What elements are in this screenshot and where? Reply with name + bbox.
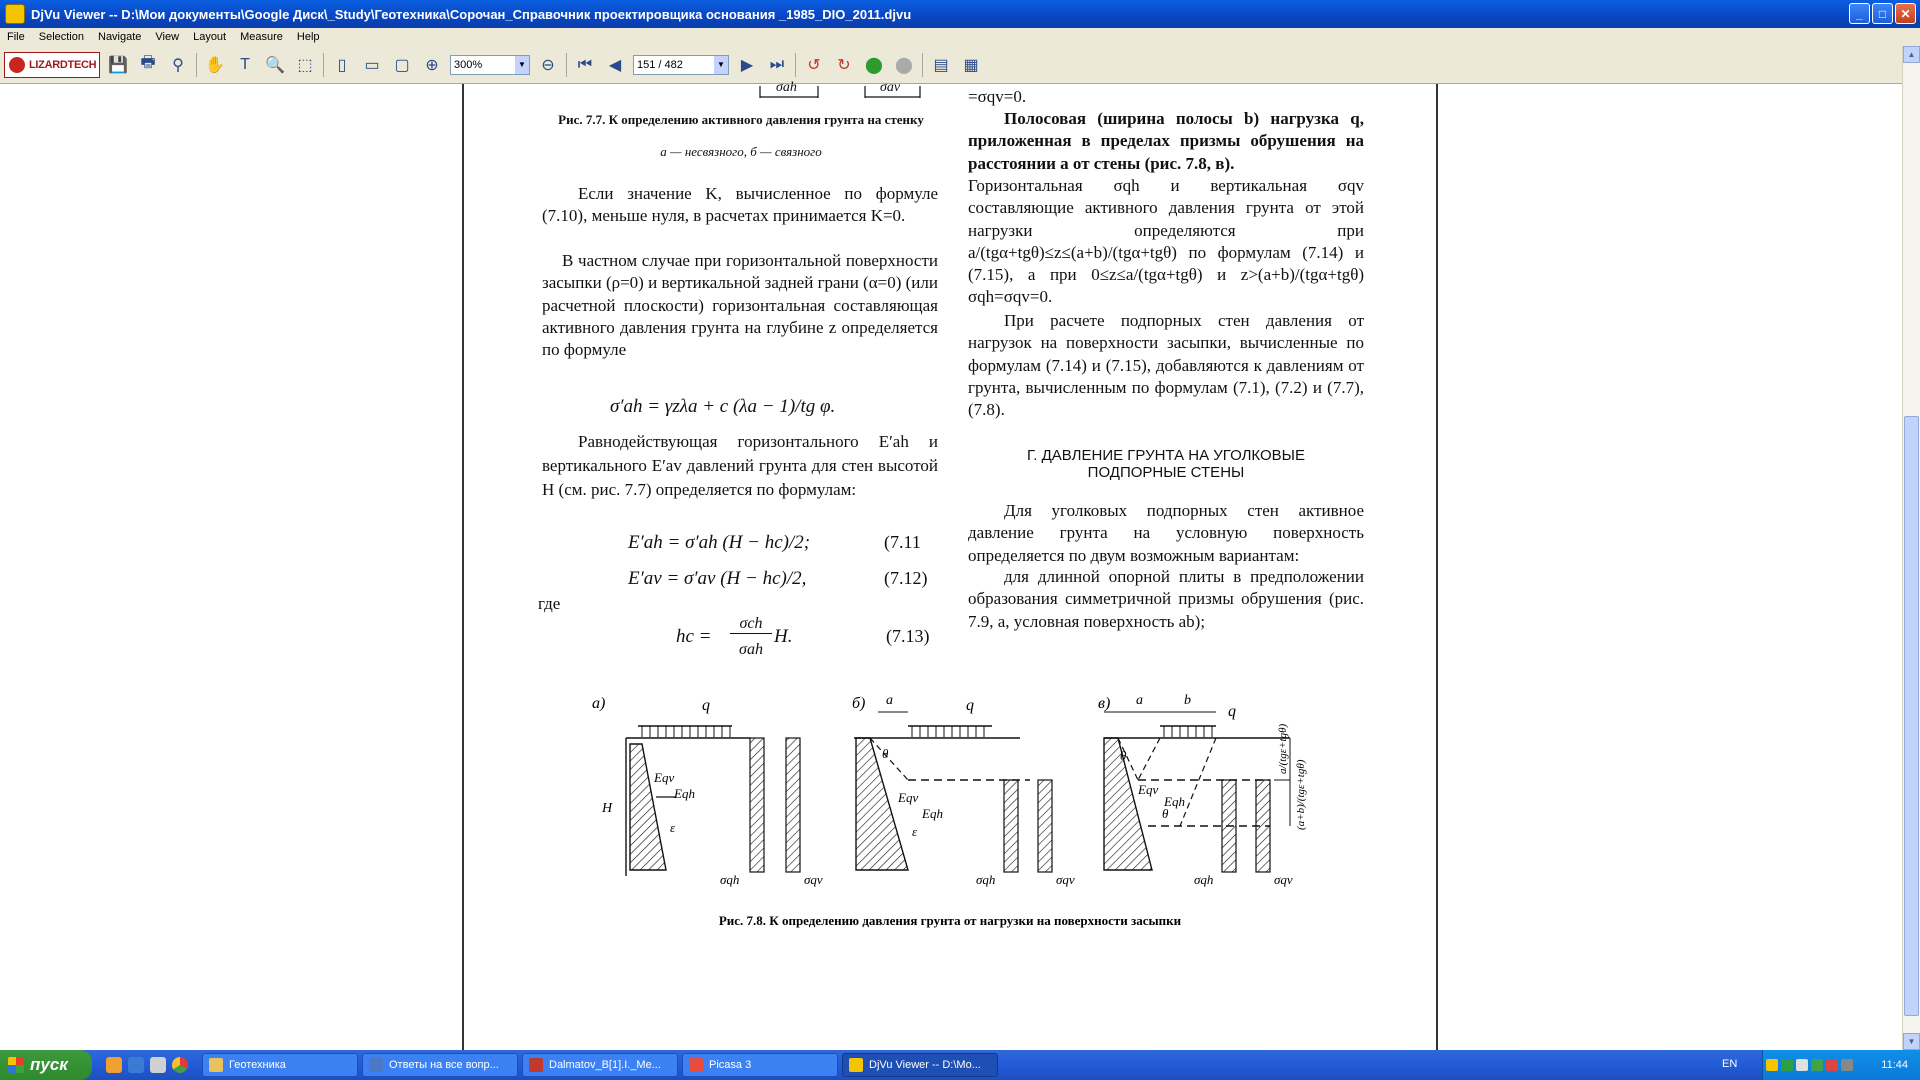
fragment-label-sav: σav [880,80,901,95]
zoom-combo[interactable] [450,55,530,75]
menu-view[interactable]: View [155,31,180,43]
save-icon[interactable]: 💾 [108,56,128,74]
find-icon[interactable]: ⚲ [172,56,184,74]
scroll-thumb[interactable] [1904,416,1919,1016]
dimension-ab-label: (a+b)/(tgε+tgθ) [1295,759,1307,830]
sigma-qh-label-v: σqh [1194,872,1214,887]
figure-77-caption-legend: а — несвязного, б — связного [660,144,822,159]
minimize-button[interactable]: _ [1849,3,1870,24]
formula-7-13-rhs: H. [774,626,793,647]
menu-bar [0,28,1920,46]
section-heading-line-1: Г. ДАВЛЕНИЕ ГРУНТА НА УГОЛКОВЫЕ [1027,447,1305,464]
figure-panel-b [852,693,1075,887]
fit-width-icon[interactable]: ▭ [364,56,380,74]
lizardtech-logo[interactable] [4,52,100,78]
zoom-out-icon[interactable]: ⊖ [541,56,555,74]
chevron-down-icon[interactable]: ▼ [515,56,529,74]
left-paragraph-3: Равнодействующая горизонтального E′ah и вертикального E′av давлений грунта для стен высотой H (см. рис. 7.7) определяется по формулам: [542,432,938,499]
epsilon-label-a: ε [670,820,676,835]
print-icon[interactable]: 🖶 [140,54,156,71]
sigma-qv-label-b: σqv [1056,872,1075,887]
tray-icon-3[interactable] [1796,1059,1808,1071]
volume-icon[interactable] [1841,1059,1853,1071]
area-select-icon[interactable]: ⬚ [297,56,313,74]
rotate-right-icon[interactable]: ↻ [837,56,851,74]
page-combo[interactable] [633,55,729,75]
menu-file[interactable]: File [7,31,25,43]
taskbar [0,1050,1920,1080]
sigma-qv-label-a: σqv [804,872,823,887]
toolbar-separator [795,53,796,77]
tray-icon-1[interactable] [1766,1059,1778,1071]
menu-help[interactable]: Help [296,31,320,43]
scroll-down-icon[interactable]: ▼ [1903,1033,1920,1050]
word-icon [369,1058,383,1072]
load-q-label-v: q [1228,703,1236,720]
right-paragraph-4: для длинной опорной плиты в предположении образования симметричной призмы обрушения (рис. 7.9, а, условная поверхность ab); [968,567,1364,631]
figure-panel-v [1098,693,1307,887]
equation-number-7-13: (7.13) [886,626,930,646]
taskbar-item-dalmatov[interactable]: Dalmatov_B[1].I._Me... [522,1053,678,1077]
dimension-a-label: a/(tgε+tgθ) [1277,723,1289,774]
figure-panel-a [592,695,823,887]
right-paragraph-2: При расчете подпорных стен давления от нагрузок на поверхности засыпки, вычисленные по формулам (7.14) и (7.15), добавляются к давлениям от грунта, вычисленным по формулам (7.1), (7.2) и (7.7), (7.8). [968,311,1364,420]
toolbar-separator [566,53,567,77]
language-indicator[interactable]: EN [1722,1058,1738,1070]
left-paragraph-2: В частном случае при горизонтальной поверхности засыпки (ρ=0) и вертикальной задней грани (α=0) (или расчетной плоскости) горизонтальная составляющая активного давления грунта на глубине z определяется по формуле [542,251,938,360]
zoom-in-icon[interactable]: ⊕ [425,56,439,74]
formula-7-13-denominator: σah [739,641,763,658]
zoom-value: 300% [454,58,483,71]
taskbar-item-geotechnika[interactable]: Геотехника [202,1053,358,1077]
text-select-icon[interactable]: T [240,55,250,73]
formula-sigma-ah: σ′ah = γzλa + c (λa − 1)/tg φ. [610,396,836,417]
load-q-label-a: q [702,697,710,714]
equation-number-7-11: (7.11 [884,532,921,552]
title-bar [0,0,1920,28]
formula-7-12: E′av = σ′av (H − hc)/2, [628,568,807,589]
next-page-icon[interactable]: ▶ [740,56,754,74]
where-label: где [538,594,561,613]
right-paragraph-1: Полосовая (ширина полосы b) нагрузка q, приложенная в пределах призмы обрушения на расстоянии a от стены (рис. 7.8, в). [968,109,1364,173]
toolbar-separator [323,53,324,77]
Eqh-label-b: Eqh [922,806,943,821]
figure-7-8-caption: Рис. 7.8. К определению давления грунта от нагрузки на поверхности засыпки [718,913,1182,928]
menu-navigate[interactable]: Navigate [98,31,142,43]
height-H-label: H [602,801,613,816]
tray-icon-5[interactable] [1826,1059,1838,1071]
scroll-up-icon[interactable]: ▲ [1903,46,1920,63]
vertical-scrollbar[interactable] [1902,46,1920,1050]
folder-icon [209,1058,223,1072]
zoom-tool-icon[interactable]: 🔍 [265,56,285,74]
actual-size-icon[interactable]: ▢ [394,56,410,74]
forward-icon[interactable]: ⬤ [895,56,913,74]
sigma-qh-label-b: σqh [976,872,996,887]
previous-page-icon[interactable]: ◀ [608,56,622,74]
Eqv-label-a: Eqv [654,770,675,785]
taskbar-item-picasa[interactable]: Picasa 3 [682,1053,838,1077]
start-button[interactable] [0,1050,92,1080]
chrome-icon[interactable] [172,1057,188,1073]
toolbar-separator [196,53,197,77]
tray-icon-2[interactable] [1781,1059,1793,1071]
panel-v-label: в) [1098,695,1111,712]
equation-number-7-12: (7.12) [884,568,928,588]
clock: 11:44 [1881,1059,1908,1071]
theta-label-v1: θ [1120,748,1127,763]
taskbar-item-djvu-viewer[interactable]: DjVu Viewer -- D:\Mo... [842,1053,998,1077]
window-controls [1849,3,1916,24]
theta-label-b: θ [882,746,889,761]
pdf-icon [529,1058,543,1072]
rotate-left-icon[interactable]: ↺ [807,56,821,74]
formula-7-11: E′ah = σ′ah (H − hc)/2; [628,532,811,553]
toolbar [0,46,1920,84]
panel-b-label: б) [852,695,866,712]
right-paragraph-1-cont: Горизонтальная σqh и вертикальная σqv составляющие активного давления грунта от этой нагрузки определяются при a/(tgα+tgθ)≤z≤(a+b)/(tgα+tgθ) по формулам (7.14) и (7.15), а при 0≤z≤a/(tgα+tgθ) и z>(a+b)/(tgα+tgθ) σqh=σqv=0. [968,176,1364,307]
hand-tool-icon[interactable]: ✋ [205,56,225,74]
outlook-icon[interactable] [106,1057,122,1073]
figure-7-8 [590,682,1310,892]
formula-7-13-lhs: hc = [676,626,712,647]
layout-single-icon[interactable]: ▤ [933,56,949,74]
fragment-label-sah: σah [776,80,797,95]
fit-page-icon[interactable]: ▯ [337,56,347,74]
back-icon[interactable]: ⬤ [865,56,883,74]
Eqh-label-a: Eqh [674,786,695,801]
document-viewer[interactable] [0,84,1902,1050]
menu-selection[interactable]: Selection [38,31,84,43]
load-q-label-b: q [966,697,974,714]
menu-layout[interactable]: Layout [193,31,227,43]
window-title: DjVu Viewer -- D:\Мои документы\Google Диск\_Study\Геотехника\Сорочан_Справочник проектировщика основания _1985_DIO_2011.djvu [31,6,912,22]
start-label: пуск [30,1055,68,1074]
toolbar-separator [922,53,923,77]
figure-77-caption: Рис. 7.7. К определению активного давления грунта на стенку [558,112,924,127]
show-desktop-icon[interactable] [150,1057,166,1073]
Eqh-label-v: Eqh [1164,794,1185,809]
chevron-down-icon[interactable]: ▼ [714,56,728,74]
right-paragraph-3: Для уголковых подпорных стен активное давление грунта на условную поверхность определяется по двум возможным вариантам: [968,501,1364,565]
distance-a-label-v: a [1136,693,1143,708]
taskbar-item-answers[interactable]: Ответы на все вопр... [362,1053,518,1077]
windows-flag-icon [8,1057,24,1073]
right-top-fragment: =σqv=0. [968,87,1027,106]
picasa-icon [689,1058,703,1072]
width-b-label-v: b [1184,693,1191,708]
epsilon-label-b: ε [912,824,918,839]
djvu-icon [849,1058,863,1072]
tray-icon-4[interactable] [1811,1059,1823,1071]
quick-launch [106,1057,188,1073]
page-value: 151 / 482 [637,58,683,71]
distance-a-label-b: a [886,693,893,708]
logo-text: LIZARDTECH [29,58,97,71]
menu-measure[interactable]: Measure [240,31,283,43]
sigma-qv-label-v: σqv [1274,872,1293,887]
Eqv-label-b: Eqv [898,790,919,805]
djvu-app-icon [5,4,25,24]
section-heading-line-2: ПОДПОРНЫЕ СТЕНЫ [1087,464,1245,481]
theta-label-v2: θ [1162,806,1169,821]
Eqv-label-v: Eqv [1138,782,1159,797]
left-paragraph-1: Если значение K, вычисленное по формуле (7.10), меньше нуля, в расчетах принимается K=0. [542,184,938,226]
internet-explorer-icon[interactable] [128,1057,144,1073]
last-page-icon[interactable]: ⏭ [769,55,785,73]
formula-7-13-numerator: σch [730,615,772,634]
sigma-qh-label-a: σqh [720,872,740,887]
layout-thumbnails-icon[interactable]: ▦ [963,56,979,74]
figure-77-fragment [0,84,1920,194]
maximize-button[interactable]: □ [1872,3,1893,24]
close-button[interactable]: ✕ [1895,3,1916,24]
panel-a-label: а) [592,695,606,712]
system-tray [1762,1050,1920,1080]
first-page-icon[interactable]: ⏮ [577,55,593,73]
lizard-icon [9,57,25,73]
